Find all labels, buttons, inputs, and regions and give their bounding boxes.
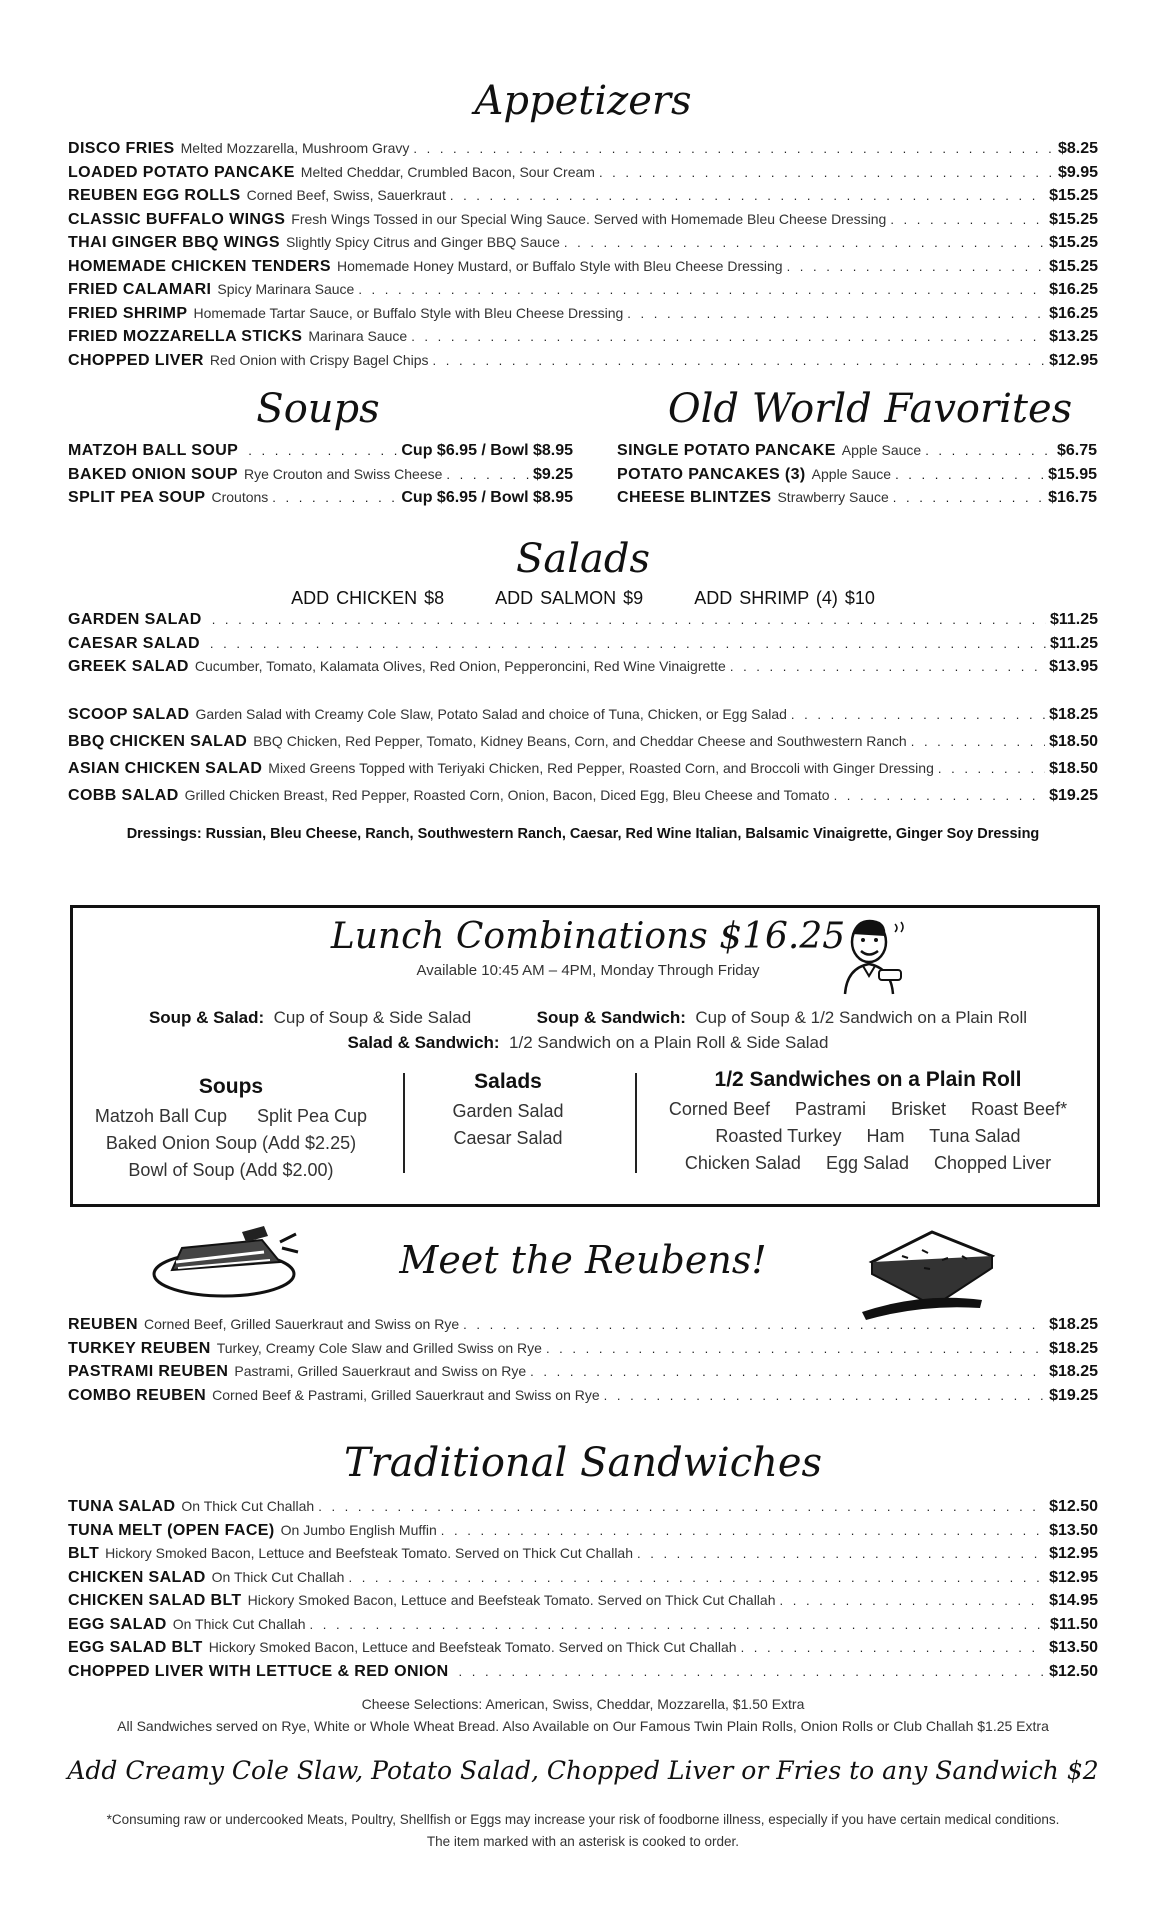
lunch-sandwich-line: Chicken Salad Egg Salad Chopped Liver bbox=[684, 1153, 1052, 1173]
menu-item-row bbox=[68, 1387, 1098, 1411]
sandwiches-list bbox=[68, 1498, 1098, 1686]
appetizers-list bbox=[68, 140, 1098, 375]
menu-item-row bbox=[68, 466, 573, 490]
item-name: THAI GINGER BBQ WINGS bbox=[68, 234, 280, 251]
item-name: CLASSIC BUFFALO WINGS bbox=[68, 210, 286, 228]
menu-item-row bbox=[68, 706, 1098, 733]
combo-line-1 bbox=[73, 1008, 1103, 1028]
item-name: COMBO REUBEN bbox=[68, 1386, 207, 1404]
lunch-title: Lunch Combinations $16.25 bbox=[330, 916, 846, 957]
item-price: $18.50 bbox=[1049, 733, 1098, 750]
item-description: Apple Sauce bbox=[841, 442, 922, 458]
item-price: Cup $6.95 / Bowl $8.95 bbox=[401, 489, 573, 506]
item-description: Pastrami, Grilled Sauerkraut and Swiss on Rye bbox=[234, 1363, 527, 1379]
item-description: Melted Cheddar, Crumbled Bacon, Sour Cream bbox=[300, 163, 595, 180]
item-description: Hickory Smoked Bacon, Lettuce and Beefsteak Tomato. Served on Thick Cut Challah bbox=[247, 1592, 776, 1608]
lunch-sandwiches-col bbox=[653, 1068, 1083, 1177]
lunch-salads-col bbox=[433, 1070, 583, 1152]
menu-item-row bbox=[68, 305, 1098, 329]
item-description: On Thick Cut Challah bbox=[181, 1498, 315, 1514]
item-name: EGG SALAD BLT bbox=[68, 1639, 203, 1656]
disclaimer-line-1: *Consuming raw or undercooked Meats, Poultry, Shellfish or Eggs may increase your risk of foodborne illness, especially if you have certain medical conditions. bbox=[106, 1812, 1060, 1827]
salad-addons bbox=[0, 588, 1166, 609]
item-description: Strawberry Sauce bbox=[777, 489, 889, 505]
item-name: COBB SALAD bbox=[68, 787, 179, 804]
combo-line-2 bbox=[73, 1033, 1103, 1053]
reubens-list bbox=[68, 1316, 1098, 1410]
combo3-desc: 1/2 Sandwich on a Plain Roll & Side Salad bbox=[509, 1033, 829, 1052]
appetizers-title: Appetizers bbox=[474, 78, 692, 124]
item-name: TUNA MELT (OPEN FACE) bbox=[68, 1521, 275, 1539]
item-price: $18.25 bbox=[1049, 1316, 1098, 1333]
item-price: $15.95 bbox=[1048, 465, 1097, 483]
waiter-icon bbox=[835, 916, 909, 996]
menu-item-row bbox=[68, 787, 1098, 814]
dot-leader bbox=[730, 659, 1045, 674]
salads-list bbox=[68, 611, 1098, 682]
item-name: REUBEN EGG ROLLS bbox=[68, 187, 241, 204]
dot-leader bbox=[938, 761, 1045, 776]
menu-item-row bbox=[68, 1592, 1098, 1616]
item-price: $12.50 bbox=[1049, 1662, 1098, 1680]
item-name: SINGLE POTATO PANCAKE bbox=[617, 442, 836, 459]
menu-item-row bbox=[68, 1522, 1098, 1546]
item-price: $12.95 bbox=[1049, 1545, 1098, 1562]
item-description: Melted Mozzarella, Mushroom Gravy bbox=[180, 140, 410, 156]
item-price: $12.95 bbox=[1049, 1568, 1098, 1586]
item-price: $15.25 bbox=[1049, 257, 1098, 275]
item-price: $9.95 bbox=[1057, 163, 1098, 181]
menu-item-row bbox=[68, 1616, 1098, 1640]
menu-item-row bbox=[68, 733, 1098, 760]
menu-item-row bbox=[68, 658, 1098, 682]
soups-list bbox=[68, 442, 573, 513]
dot-leader bbox=[248, 443, 397, 458]
item-price: $14.95 bbox=[1049, 1592, 1098, 1609]
dot-leader bbox=[791, 707, 1045, 722]
item-description: Homemade Tartar Sauce, or Buffalo Style with Bleu Cheese Dressing bbox=[193, 304, 624, 321]
dot-leader bbox=[780, 1593, 1046, 1608]
item-name: FRIED CALAMARI bbox=[68, 281, 212, 298]
item-price: $8.25 bbox=[1057, 140, 1098, 157]
menu-item-row bbox=[68, 1663, 1098, 1687]
item-name: SPLIT PEA SOUP bbox=[68, 489, 206, 506]
dot-leader bbox=[546, 1341, 1045, 1356]
item-name: TUNA SALAD bbox=[68, 1498, 176, 1515]
menu-item-row bbox=[68, 328, 1098, 352]
dot-leader bbox=[446, 467, 529, 482]
item-name: GREEK SALAD bbox=[68, 658, 189, 675]
item-price: $15.25 bbox=[1049, 187, 1098, 204]
item-description: Spicy Marinara Sauce bbox=[217, 281, 355, 297]
item-name: EGG SALAD bbox=[68, 1615, 167, 1633]
item-name: BLT bbox=[68, 1545, 100, 1562]
dot-leader bbox=[787, 259, 1045, 274]
dot-leader bbox=[530, 1364, 1045, 1379]
item-name: BAKED ONION SOUP bbox=[68, 465, 238, 483]
item-description: Apple Sauce bbox=[811, 465, 892, 482]
dot-leader bbox=[459, 1664, 1046, 1679]
cheese-note: Cheese Selections: American, Swiss, Cheddar, Mozzarella, $1.50 Extra bbox=[361, 1696, 805, 1712]
item-description: Slightly Spicy Citrus and Ginger BBQ Sauce bbox=[285, 234, 560, 250]
item-name: CHEESE BLINTZES bbox=[617, 489, 772, 506]
menu-item-row bbox=[68, 442, 573, 466]
item-name: CHICKEN SALAD bbox=[68, 1568, 206, 1586]
item-price: $15.25 bbox=[1049, 234, 1098, 251]
combo2-label: Soup & Sandwich: bbox=[536, 1008, 686, 1027]
item-price: $9.25 bbox=[532, 465, 573, 483]
menu-item-row bbox=[617, 442, 1097, 466]
add-sides-callout: Add Creamy Cole Slaw, Potato Salad, Chopped Liver or Fries to any Sandwich $2 bbox=[67, 1756, 1099, 1785]
item-description: Hickory Smoked Bacon, Lettuce and Beefsteak Tomato. Served on Thick Cut Challah bbox=[208, 1639, 737, 1655]
lunch-salad-line: Caesar Salad bbox=[453, 1128, 563, 1148]
item-description: Mixed Greens Topped with Teriyaki Chicken, Red Pepper, Roasted Corn, and Broccoli with Ginger Dressing bbox=[268, 760, 934, 776]
lunch-combinations-box bbox=[70, 905, 1100, 1207]
bread-note: All Sandwiches served on Rye, White or Whole Wheat Bread. Also Available on Our Famous Twin Plain Rolls, Onion Rolls or Club Challah $1.25 Extra bbox=[117, 1718, 1049, 1734]
menu-item-row bbox=[68, 211, 1098, 235]
item-description: Corned Beef, Grilled Sauerkraut and Swiss on Rye bbox=[143, 1316, 460, 1332]
dot-leader bbox=[441, 1523, 1045, 1538]
item-name: CHOPPED LIVER bbox=[68, 351, 204, 369]
item-name: CHICKEN SALAD BLT bbox=[68, 1592, 242, 1609]
item-price: $15.25 bbox=[1049, 210, 1098, 228]
dot-leader bbox=[741, 1640, 1045, 1655]
dot-leader bbox=[272, 490, 397, 505]
menu-item-row bbox=[68, 1316, 1098, 1340]
lunch-availability: Available 10:45 AM – 4PM, Monday Through Friday bbox=[416, 962, 760, 979]
item-description: On Thick Cut Challah bbox=[211, 1568, 345, 1585]
item-description: Rye Crouton and Swiss Cheese bbox=[243, 465, 443, 482]
item-price: $13.25 bbox=[1049, 328, 1098, 345]
sandwiches-title: Traditional Sandwiches bbox=[343, 1440, 823, 1486]
item-price: $19.25 bbox=[1049, 787, 1098, 804]
dot-leader bbox=[834, 788, 1046, 803]
dot-leader bbox=[564, 235, 1045, 250]
item-price: $12.50 bbox=[1049, 1498, 1098, 1515]
dot-leader bbox=[318, 1499, 1045, 1514]
reubens-title: Meet the Reubens! bbox=[399, 1238, 767, 1282]
menu-item-row bbox=[68, 635, 1098, 659]
item-name: LOADED POTATO PANCAKE bbox=[68, 163, 295, 181]
dot-leader bbox=[310, 1617, 1046, 1632]
combo1-desc: Cup of Soup & Side Salad bbox=[273, 1008, 472, 1027]
dot-leader bbox=[637, 1546, 1045, 1561]
lunch-soups-col bbox=[81, 1075, 381, 1184]
item-name: SCOOP SALAD bbox=[68, 706, 190, 723]
menu-item-row bbox=[68, 258, 1098, 282]
disclaimer-line-2: The item marked with an asterisk is cooked to order. bbox=[426, 1834, 740, 1849]
item-price: $13.95 bbox=[1049, 658, 1098, 675]
lunch-soup-line: Matzoh Ball Cup Split Pea Cup bbox=[94, 1106, 368, 1126]
item-description: Turkey, Creamy Cole Slaw and Grilled Swiss on Rye bbox=[216, 1339, 542, 1356]
item-name: CHOPPED LIVER WITH LETTUCE & RED ONION bbox=[68, 1662, 449, 1680]
item-description: Hickory Smoked Bacon, Lettuce and Beefsteak Tomato. Served on Thick Cut Challah bbox=[105, 1545, 634, 1561]
menu-item-row bbox=[68, 164, 1098, 188]
combo3-label: Salad & Sandwich: bbox=[347, 1033, 500, 1052]
dot-leader bbox=[893, 490, 1044, 505]
item-price: $18.50 bbox=[1049, 760, 1098, 777]
lunch-salad-line: Garden Salad bbox=[452, 1101, 564, 1121]
item-name: BBQ CHICKEN SALAD bbox=[68, 733, 248, 750]
dot-leader bbox=[895, 467, 1044, 482]
menu-item-row bbox=[68, 281, 1098, 305]
old-world-title: Old World Favorites bbox=[667, 386, 1073, 432]
item-price: $19.25 bbox=[1049, 1386, 1098, 1404]
menu-item-row bbox=[68, 1545, 1098, 1569]
menu-item-row bbox=[68, 1639, 1098, 1663]
dot-leader bbox=[890, 212, 1045, 227]
item-price: $18.25 bbox=[1049, 706, 1098, 723]
lunch-soup-line: Bowl of Soup (Add $2.00) bbox=[128, 1160, 334, 1180]
menu-item-row bbox=[68, 760, 1098, 787]
item-description: Corned Beef & Pastrami, Grilled Sauerkraut and Swiss on Rye bbox=[212, 1386, 600, 1403]
item-price: $18.25 bbox=[1049, 1363, 1098, 1380]
dot-leader bbox=[358, 282, 1045, 297]
item-name: DISCO FRIES bbox=[68, 140, 175, 157]
menu-item-row bbox=[68, 187, 1098, 211]
dot-leader bbox=[925, 443, 1053, 458]
menu-item-row bbox=[617, 466, 1097, 490]
dot-leader bbox=[599, 165, 1054, 180]
item-name: TURKEY REUBEN bbox=[68, 1339, 211, 1357]
item-name: PASTRAMI REUBEN bbox=[68, 1363, 229, 1380]
item-name: POTATO PANCAKES (3) bbox=[617, 465, 806, 483]
item-price: $11.50 bbox=[1049, 1615, 1098, 1633]
item-price: $11.25 bbox=[1049, 611, 1098, 628]
item-price: $13.50 bbox=[1049, 1639, 1098, 1656]
item-description: Garden Salad with Creamy Cole Slaw, Potato Salad and choice of Tuna, Chicken, or Egg Salad bbox=[195, 706, 787, 722]
dot-leader bbox=[604, 1388, 1045, 1403]
dot-leader bbox=[411, 329, 1045, 344]
lunch-sandwiches-head: 1/2 Sandwiches on a Plain Roll bbox=[714, 1068, 1022, 1091]
dot-leader bbox=[210, 636, 1046, 651]
lunch-soup-line: Baked Onion Soup (Add $2.25) bbox=[105, 1133, 357, 1153]
item-description: Croutons bbox=[211, 489, 269, 505]
menu-item-row bbox=[68, 234, 1098, 258]
old-world-list bbox=[617, 442, 1097, 513]
item-price: $16.75 bbox=[1048, 489, 1097, 506]
item-price: $16.25 bbox=[1049, 281, 1098, 298]
dot-leader bbox=[911, 734, 1045, 749]
item-description: Red Onion with Crispy Bagel Chips bbox=[209, 351, 429, 368]
item-name: FRIED SHRIMP bbox=[68, 304, 188, 322]
item-name: MATZOH BALL SOUP bbox=[68, 442, 239, 459]
item-name: REUBEN bbox=[68, 1316, 138, 1333]
item-description: Grilled Chicken Breast, Red Pepper, Roasted Corn, Onion, Bacon, Diced Egg, Bleu Cheese and Tomato bbox=[184, 787, 830, 803]
item-price: $11.25 bbox=[1049, 634, 1098, 652]
addon-shrimp: ADD SHRIMP (4) $10 bbox=[694, 588, 875, 608]
menu-item-row bbox=[68, 1340, 1098, 1364]
salads-title: Salads bbox=[515, 536, 651, 582]
lunch-sandwich-line: Roasted Turkey Ham Tuna Salad bbox=[715, 1126, 1021, 1146]
dot-leader bbox=[212, 612, 1046, 627]
item-name: CAESAR SALAD bbox=[68, 634, 200, 652]
item-description: Fresh Wings Tossed in our Special Wing Sauce. Served with Homemade Bleu Cheese Dressing bbox=[291, 210, 887, 227]
item-price: $16.25 bbox=[1049, 304, 1098, 322]
combo2-desc: Cup of Soup & 1/2 Sandwich on a Plain Roll bbox=[695, 1008, 1028, 1027]
dot-leader bbox=[413, 141, 1054, 156]
column-divider bbox=[635, 1073, 637, 1173]
item-description: Marinara Sauce bbox=[308, 328, 408, 344]
lunch-soups-head: Soups bbox=[198, 1075, 264, 1098]
dot-leader bbox=[348, 1570, 1045, 1585]
menu-item-row bbox=[68, 140, 1098, 164]
soups-title: Soups bbox=[256, 386, 380, 432]
item-name: HOMEMADE CHICKEN TENDERS bbox=[68, 257, 331, 275]
menu-item-row bbox=[68, 1569, 1098, 1593]
lunch-sandwich-line: Corned Beef Pastrami Brisket Roast Beef* bbox=[668, 1099, 1068, 1119]
item-description: BBQ Chicken, Red Pepper, Tomato, Kidney Beans, Corn, and Cheddar Cheese and Southwestern Ranch bbox=[253, 733, 907, 749]
item-description: Corned Beef, Swiss, Sauerkraut bbox=[246, 187, 446, 203]
dressings-note: Dressings: Russian, Bleu Cheese, Ranch, Southwestern Ranch, Caesar, Red Wine Italian, Balsamic Vinaigrette, Ginger Soy Dressing bbox=[126, 826, 1040, 842]
lunch-salads-head: Salads bbox=[474, 1070, 542, 1093]
item-description: Cucumber, Tomato, Kalamata Olives, Red Onion, Pepperoncini, Red Wine Vinaigrette bbox=[194, 658, 726, 674]
column-divider bbox=[403, 1073, 405, 1173]
item-price: $13.50 bbox=[1049, 1521, 1098, 1539]
item-name: ASIAN CHICKEN SALAD bbox=[68, 760, 263, 777]
dot-leader bbox=[433, 353, 1046, 368]
item-name: FRIED MOZZARELLA STICKS bbox=[68, 328, 303, 345]
item-price: $18.25 bbox=[1049, 1339, 1098, 1357]
addon-chicken: ADD CHICKEN $8 bbox=[291, 588, 445, 608]
menu-item-row bbox=[68, 1498, 1098, 1522]
salads-list-2 bbox=[68, 706, 1098, 814]
menu-item-row bbox=[68, 489, 573, 513]
menu-item-row bbox=[68, 1363, 1098, 1387]
combo1-label: Soup & Salad: bbox=[148, 1008, 265, 1027]
item-price: Cup $6.95 / Bowl $8.95 bbox=[401, 442, 573, 459]
dot-leader bbox=[450, 188, 1045, 203]
menu-item-row bbox=[68, 611, 1098, 635]
dot-leader bbox=[627, 306, 1045, 321]
item-name: GARDEN SALAD bbox=[68, 611, 202, 628]
item-price: $12.95 bbox=[1049, 351, 1098, 369]
addon-salmon: ADD SALMON $9 bbox=[495, 588, 644, 608]
menu-item-row bbox=[68, 352, 1098, 376]
item-description: On Jumbo English Muffin bbox=[280, 1521, 437, 1538]
menu-item-row bbox=[617, 489, 1097, 513]
item-description: Homemade Honey Mustard, or Buffalo Style with Bleu Cheese Dressing bbox=[336, 257, 783, 274]
item-price: $6.75 bbox=[1056, 442, 1097, 459]
item-description: On Thick Cut Challah bbox=[172, 1615, 306, 1632]
dot-leader bbox=[463, 1317, 1045, 1332]
